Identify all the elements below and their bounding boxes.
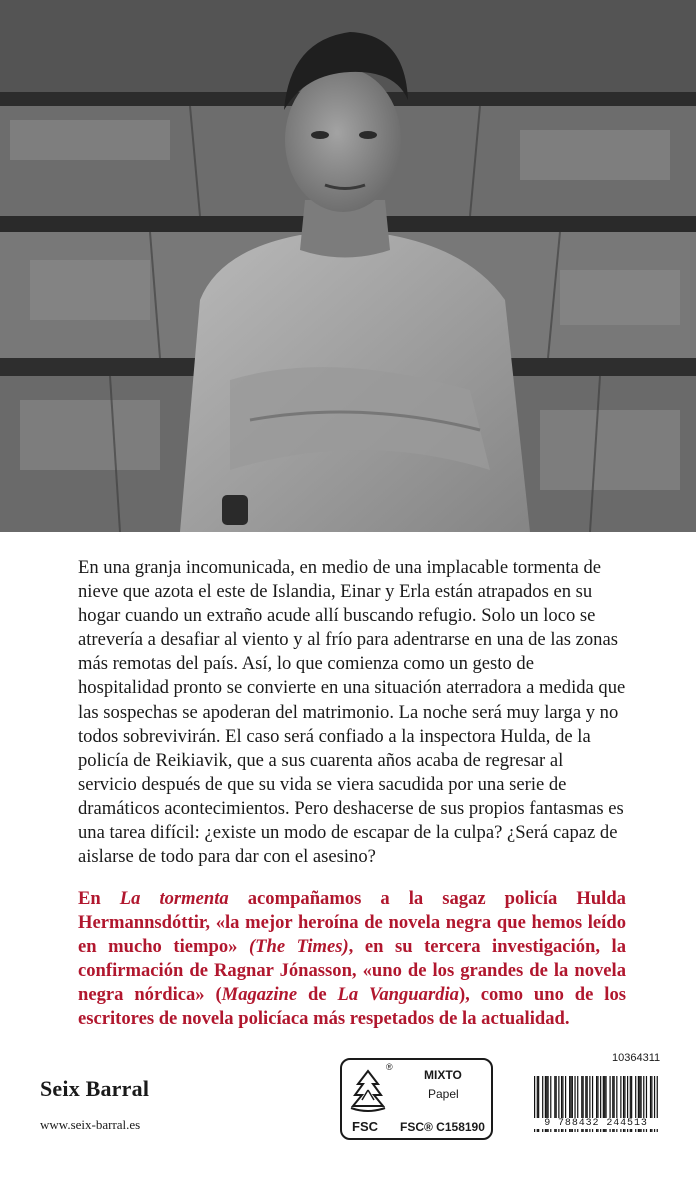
source-vanguardia: La Vanguardia bbox=[337, 984, 459, 1006]
blurb-part: En bbox=[78, 888, 120, 909]
source-times: (The Times) bbox=[248, 936, 349, 958]
fsc-certification-badge bbox=[340, 1058, 493, 1140]
blurb-part: , en su tercera investigación, la confirmación de Ragnar Jónasson, «uno de los grandes de la novela negra nórdica» ( bbox=[78, 936, 627, 1006]
book-title: La tormenta bbox=[119, 888, 229, 909]
publisher-url: www.seix-barral.es bbox=[40, 1117, 141, 1132]
publisher-name: Seix Barral bbox=[40, 1076, 150, 1101]
blurb-part: acompañamos a la sagaz policía Hulda Hermannsdóttir, «la mejor heroína de novela negra que hemos leído en mucho tiempo» bbox=[78, 888, 626, 958]
fsc-registered-mark: ® bbox=[386, 1062, 393, 1072]
source-magazine: Magazine bbox=[221, 984, 298, 1006]
fsc-label: FSC bbox=[352, 1119, 378, 1134]
blurb-part: de bbox=[297, 984, 338, 1006]
fsc-license-code: FSC® C158190 bbox=[400, 1120, 485, 1134]
author-photo bbox=[0, 0, 696, 532]
fsc-tree-logo-icon bbox=[348, 1068, 388, 1114]
fsc-mixto-label: MIXTO bbox=[424, 1068, 462, 1082]
internal-code: 10364311 bbox=[612, 1052, 661, 1064]
synopsis-text: En una granja incomunicada, en medio de una implacable tormenta de nieve que azota el este de Islandia, Einar y Erla están atrapados en su hogar cuando un extraño acude allí buscando refugio. Solo un loco se atrevería a desafiar al viento y al frío para adentrarse en una de las zonas más remotas del país. Así, lo que comienza como un gesto de hospitalidad pronto se convierte en una situación aterradora a medida que las sospechas se apoderan del matrimonio. La noche será muy larga y no todos sobrevivirán. El caso será confiado a la inspectora Hulda, de la policía de Reikiavik, que a sus cuarenta años acaba de regresar al servicio después de que su vida se viera sacudida por una serie de dramáticos acontecimientos. Pero deshacerse de sus propios fantasmas es una tarea difícil: ¿existe un modo de escapar de la culpa? ¿Será capaz de aislarse de todo para dar con el asesino? bbox=[78, 557, 626, 868]
blurb-text bbox=[78, 887, 626, 1032]
fsc-papel-label: Papel bbox=[428, 1087, 459, 1101]
blurb-part: ), como uno de los escritores de novela policíaca más respetados de la actualidad. bbox=[78, 984, 626, 1030]
isbn-digits: 9 788432 244513 bbox=[534, 1118, 658, 1129]
